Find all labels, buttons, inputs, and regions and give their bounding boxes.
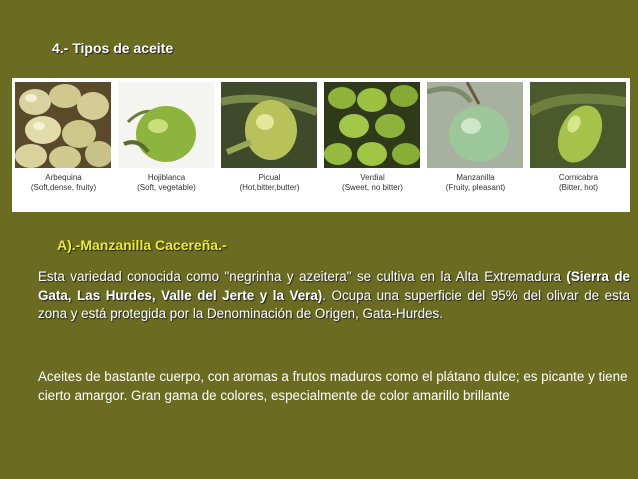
olive-photo-hojiblanca <box>118 82 214 168</box>
variety-card-hojiblanca <box>115 78 218 212</box>
variety-name: Verdial <box>360 173 385 182</box>
paragraph1-text-a: Esta variedad conocida como "negrinha y azeitera" se cultiva en la Alta Extremadura <box>38 269 567 284</box>
olive-photo-verdial <box>324 82 420 168</box>
olive-varieties-image <box>12 78 630 212</box>
variety-card-arbequina <box>12 78 115 212</box>
variety-card-picual <box>218 78 321 212</box>
olive-photo-cornicabra <box>530 82 626 168</box>
variety-name: Arbequina <box>45 173 82 182</box>
paragraph-manzanilla-origin <box>38 268 630 324</box>
section-heading: A).-Manzanilla Cacereña.- <box>57 237 227 253</box>
variety-desc: (Soft, vegetable) <box>137 183 196 192</box>
paragraph1-regions: (Sierra de Gata, Las Hurdes, Valle del Jerte y la Vera) <box>38 269 630 303</box>
olive-photo-picual <box>221 82 317 168</box>
olive-photo-manzanilla <box>427 82 523 168</box>
variety-card-manzanilla <box>424 78 527 212</box>
variety-card-verdial <box>321 78 424 212</box>
variety-desc: (Soft,dense, fruity) <box>30 183 97 192</box>
paragraph1-text-b: . Ocupa una superficie del 95% del olivar de esta zona y está protegida por la Denominación de Origen, Gata-Hurdes. <box>38 287 630 321</box>
variety-desc: (Fruity, pleasant) <box>445 183 506 192</box>
variety-name: Hojiblanca <box>147 173 186 182</box>
variety-desc: (Bitter, hot) <box>558 183 599 192</box>
slide-title: 4.- Tipos de aceite <box>52 40 174 56</box>
variety-desc: (Sweet, no bitter) <box>342 183 403 192</box>
variety-name: Manzanilla <box>456 173 495 182</box>
variety-card-cornicabra <box>527 78 630 212</box>
variety-name: Picual <box>258 173 281 182</box>
olive-photo-arbequina <box>15 82 111 168</box>
variety-desc: (Hot,bitter,butter) <box>239 183 300 192</box>
variety-name: Cornicabra <box>558 173 599 182</box>
paragraph-oil-characteristics: Aceites de bastante cuerpo, con aromas a frutos maduros como el plátano dulce; es picante y tiene cierto amargor. Gran gama de colores, especialmente de color amarillo brillante <box>38 369 628 403</box>
